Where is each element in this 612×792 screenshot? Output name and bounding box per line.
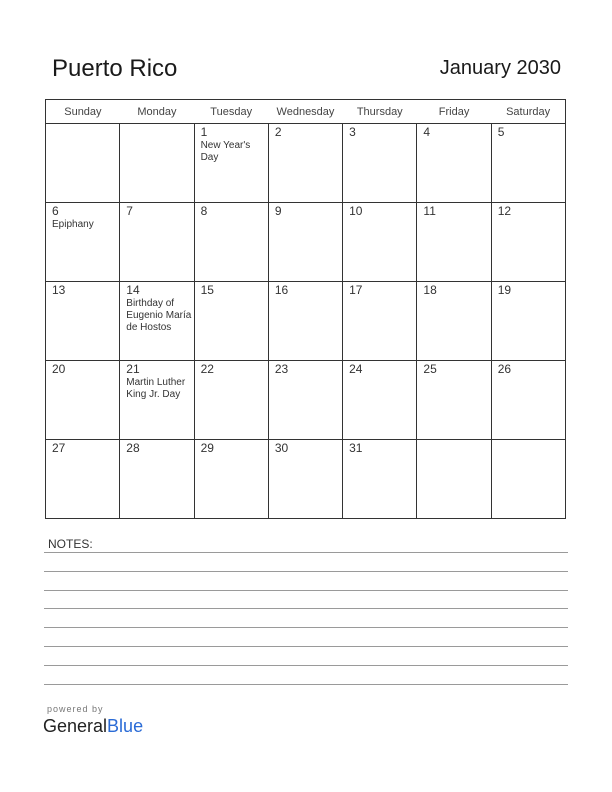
country-title: Puerto Rico [52, 55, 178, 82]
weekday-header-row [46, 100, 566, 124]
day-cell [194, 361, 268, 440]
day-cell [491, 203, 565, 282]
day-cell [491, 361, 565, 440]
weekday-sunday: Sunday [46, 100, 120, 124]
day-number: 31 [349, 441, 363, 455]
day-number: 16 [274, 283, 289, 297]
note-line [44, 590, 568, 591]
day-cell [491, 124, 565, 203]
note-line [44, 665, 568, 666]
day-cell [46, 124, 120, 203]
note-line [44, 571, 568, 572]
holiday-label: Martin Luther King Jr. Day [126, 377, 186, 400]
day-cell [268, 440, 342, 519]
day-number: 20 [52, 362, 66, 376]
day-cell [268, 282, 342, 361]
weekday-thursday: Thursday [343, 100, 417, 124]
day-number: 17 [349, 283, 363, 297]
day-cell [46, 440, 120, 519]
weekday-tuesday: Tuesday [194, 100, 268, 124]
day-number: 29 [200, 441, 214, 455]
day-number: 21 [126, 362, 140, 376]
note-line [44, 627, 568, 628]
day-number: 22 [200, 362, 214, 376]
powered-by-text: powered by [47, 704, 104, 714]
note-line [44, 684, 568, 685]
day-cell [417, 282, 491, 361]
day-cell [343, 203, 417, 282]
day-number: 15 [200, 283, 214, 297]
day-cell [417, 440, 491, 519]
day-number: 8 [200, 204, 208, 218]
brand-logo [43, 716, 143, 737]
note-line [44, 552, 568, 553]
day-cell [268, 203, 342, 282]
day-cell [343, 440, 417, 519]
day-cell [194, 203, 268, 282]
day-cell [194, 282, 268, 361]
holiday-label: Birthday of Eugenio María de Hostos [126, 298, 192, 333]
weekday-friday: Friday [417, 100, 491, 124]
week-row [46, 282, 566, 361]
day-cell [120, 361, 194, 440]
day-cell [194, 124, 268, 203]
day-number: 12 [497, 204, 512, 218]
day-cell [343, 282, 417, 361]
day-cell [46, 282, 120, 361]
note-line [44, 608, 568, 609]
day-cell [46, 203, 120, 282]
day-number: 26 [497, 362, 512, 376]
day-number: 2 [274, 125, 282, 139]
day-cell [194, 440, 268, 519]
day-number: 18 [423, 283, 437, 297]
day-cell [491, 282, 565, 361]
day-cell [120, 203, 194, 282]
week-row [46, 124, 566, 203]
day-cell [120, 282, 194, 361]
day-number: 13 [52, 283, 66, 297]
day-number: 14 [126, 283, 140, 297]
notes-label: NOTES: [48, 537, 93, 551]
day-number: 4 [423, 125, 431, 139]
day-cell [343, 124, 417, 203]
day-number: 24 [349, 362, 363, 376]
day-number: 30 [274, 441, 289, 455]
day-number: 23 [274, 362, 289, 376]
day-number: 7 [126, 204, 133, 218]
day-number: 3 [349, 125, 356, 139]
day-number: 27 [52, 441, 66, 455]
weekday-saturday: Saturday [491, 100, 565, 124]
week-row [46, 361, 566, 440]
day-number: 28 [126, 441, 140, 455]
week-row [46, 440, 566, 519]
holiday-label: Epiphany [52, 219, 94, 230]
day-number: 11 [423, 204, 436, 218]
day-number: 1 [200, 125, 208, 139]
day-cell [46, 361, 120, 440]
day-cell [417, 124, 491, 203]
brand-blue: Blue [107, 716, 144, 736]
week-row [46, 203, 566, 282]
day-number: 25 [423, 362, 437, 376]
day-cell [268, 124, 342, 203]
brand-general: General [43, 716, 108, 736]
calendar-grid [45, 99, 566, 519]
note-line [44, 646, 568, 647]
month-year-title: January 2030 [439, 57, 561, 79]
day-cell [268, 361, 342, 440]
day-number: 6 [52, 204, 59, 218]
day-cell [120, 124, 194, 203]
day-cell [343, 361, 417, 440]
day-number: 19 [497, 283, 512, 297]
day-number: 5 [497, 125, 505, 139]
weekday-wednesday: Wednesday [268, 100, 342, 124]
weekday-monday: Monday [120, 100, 194, 124]
holiday-label: New Year's Day [200, 140, 251, 163]
day-cell [120, 440, 194, 519]
day-number: 10 [349, 204, 363, 218]
day-cell [417, 203, 491, 282]
day-cell [491, 440, 565, 519]
day-cell [417, 361, 491, 440]
day-number: 9 [274, 204, 282, 218]
